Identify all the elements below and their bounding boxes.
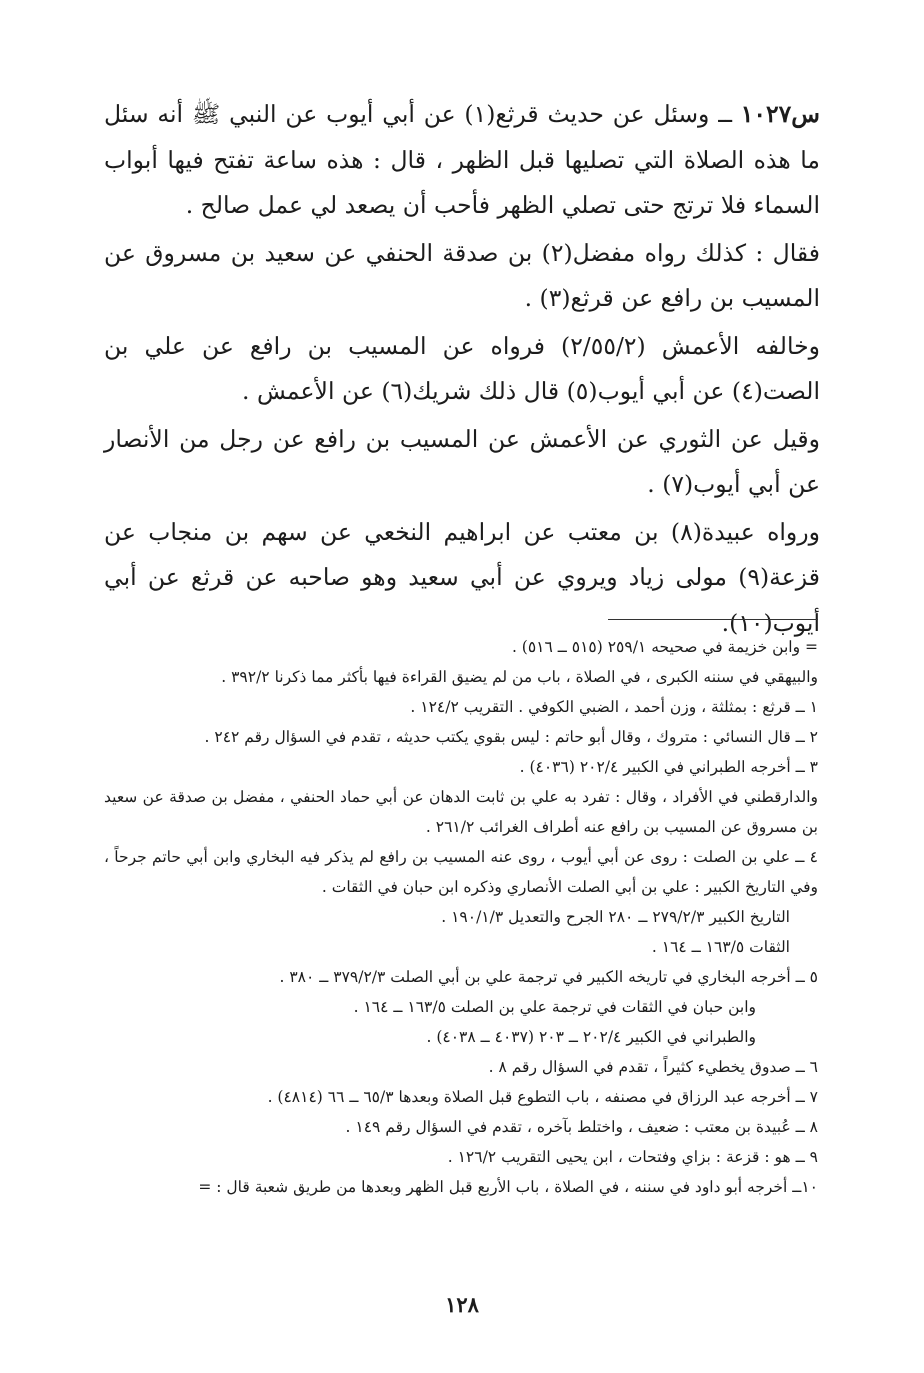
main-text xyxy=(104,92,820,646)
footnote: ٧ ــ أخرجه عبد الرزاق في مصنفه ، باب التطوع قبل الصلاة وبعدها ٦٥/٣ ــ ٦٦ (٤٨١٤) . xyxy=(267,1088,818,1106)
paragraph: وخالفه الأعمش (٢/٥٥/٢) فرواه عن المسيب بن رافع عن علي بن الصت(٤) عن أبي أيوب(٥) قال ذلك شريك(٦) عن الأعمش . xyxy=(104,331,820,405)
footnote: = وابن خزيمة في صحيحه ٢٥٩/١ (٥١٥ ــ ٥١٦) . xyxy=(511,638,818,656)
footnote: الثقات ١٦٣/٥ ــ ١٦٤ . xyxy=(651,938,790,956)
footnote: ١٠ــ أخرجه أبو داود في سننه ، في الصلاة ، باب الأربع قبل الظهر وبعدها من طريق شعبة قال : = xyxy=(198,1178,818,1196)
footnote: والبيهقي في سننه الكبرى ، في الصلاة ، باب من لم يضيق القراءة فيها بأكثر مما ذكرنا ٣٩٢/٢ . xyxy=(221,668,818,686)
footnote: والدارقطني في الأفراد ، وقال : تفرد به علي بن ثابت الدهان عن أبي حماد الحنفي ، مفضل بن صدقة عن سعيد بن مسروق عن المسيب بن رافع عنه أطراف الغرائب ٢٦١/٢ . xyxy=(104,788,818,836)
paragraph: ورواه عبيدة(٨) بن معتب عن ابراهيم النخعي عن سهم بن منجاب عن قزعة(٩) مولى زياد ويروي عن أبي سعيد وهو صاحبه عن قرثع عن أبي أيوب(١٠). xyxy=(104,517,820,637)
footnote: ٦ ــ صدوق يخطيء كثيراً ، تقدم في السؤال رقم ٨ . xyxy=(488,1058,818,1076)
footnote: ٥ ــ أخرجه البخاري في تاريخه الكبير في ترجمة علي بن أبي الصلت ٣٧٩/٢/٣ ــ ٣٨٠ . xyxy=(279,968,818,986)
footnote: ١ ــ قرثع : بمثلثة ، وزن أحمد ، الضبي الكوفي . التقريب ١٢٤/٢ . xyxy=(410,698,818,716)
paragraph: فقال : كذلك رواه مفضل(٢) بن صدقة الحنفي عن سعيد بن مسروق عن المسيب بن رافع عن قرثع(٣) . xyxy=(104,238,821,312)
question-paragraph xyxy=(104,92,820,229)
footnote: ٢ ــ قال النسائي : متروك ، وقال أبو حاتم : ليس بقوي يكتب حديثه ، تقدم في السؤال رقم ٢٤٢ . xyxy=(204,728,818,746)
footnote: وابن حبان في الثقات في ترجمة علي بن الصلت ١٦٣/٥ ــ ١٦٤ . xyxy=(353,998,756,1016)
paragraph: وقيل عن الثوري عن الأعمش عن المسيب بن رافع عن رجل من الأنصار عن أبي أيوب(٧) . xyxy=(104,424,820,498)
footnote-divider xyxy=(608,619,818,620)
footnote: والطبراني في الكبير ٢٠٢/٤ ــ ٢٠٣ (٤٠٣٧ ــ ٤٠٣٨) . xyxy=(426,1028,756,1046)
paragraph-text: ــ وسئل عن حديث قرثع(١) عن أبي أيوب عن النبي ﷺ أنه سئل ما هذه الصلاة التي تصليها قبل الظهر ، قال : هذه ساعة تفتح فيها أبواب السماء فلا ترتج حتى تصلي الظهر فأحب أن يصعد لي عمل صالح . xyxy=(104,100,820,219)
footnote: ٣ ــ أخرجه الطبراني في الكبير ٢٠٢/٤ (٤٠٣٦) . xyxy=(519,758,818,776)
footnote: التاريخ الكبير ٢٧٩/٢/٣ ــ ٢٨٠ الجرح والتعديل ١٩٠/١/٣ . xyxy=(441,908,790,926)
footnote: ٩ ــ هو : قزعة : بزاي وفتحات ، ابن يحيى التقريب ١٢٦/٢ . xyxy=(447,1148,818,1166)
footnotes xyxy=(104,632,818,1202)
question-number: س١٠٢٧ xyxy=(740,100,820,128)
footnote: ٤ ــ علي بن الصلت : روى عن أبي أيوب ، روى عنه المسيب بن رافع لم يذكر فيه البخاري وابن أبي حاتم جرحاً ، وفي التاريخ الكبير : علي بن أبي الصلت الأنصاري وذكره ابن حبان في الثقات . xyxy=(104,848,818,896)
footnote: ٨ ــ عُبيدة بن معتب : ضعيف ، واختلط بآخره ، تقدم في السؤال رقم ١٤٩ . xyxy=(345,1118,818,1136)
page-number: ١٢٨ xyxy=(445,1292,479,1317)
